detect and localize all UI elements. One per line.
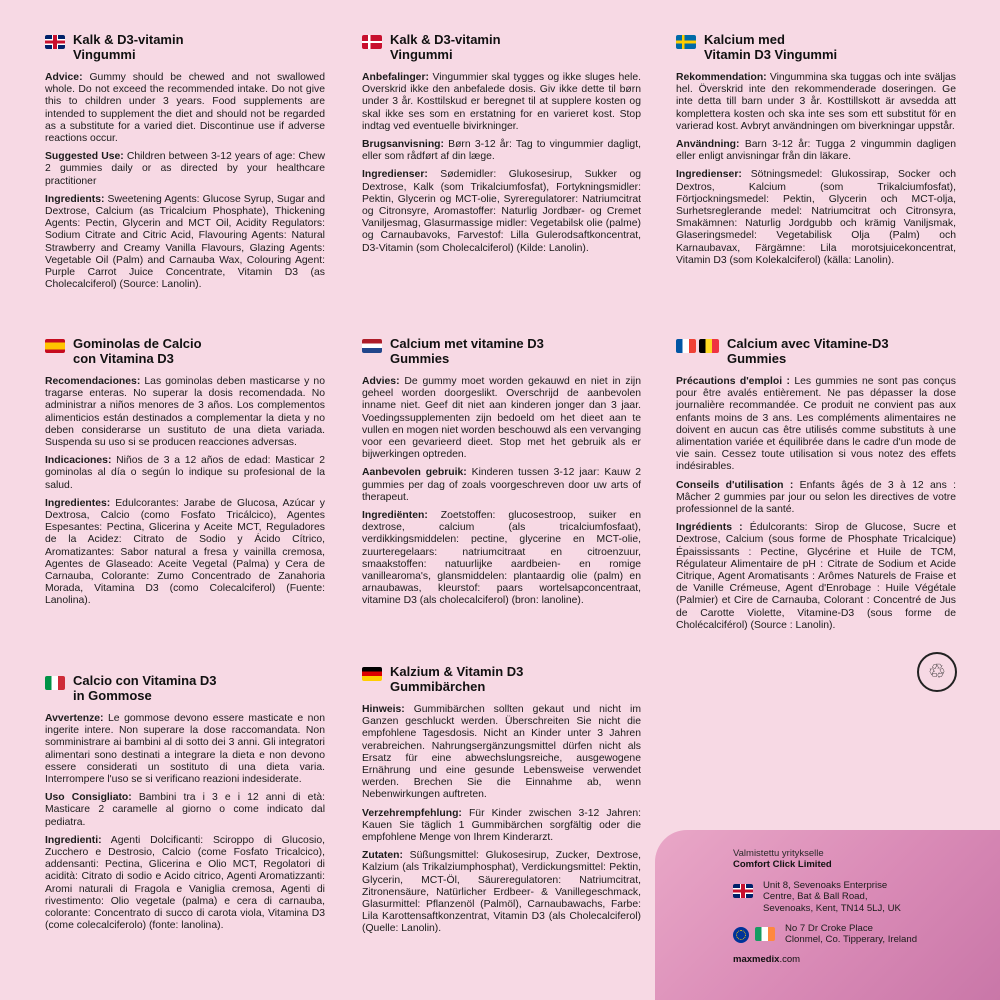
section-title: Kalzium & Vitamin D3 Gummibärchen	[390, 664, 524, 694]
section-en	[45, 32, 325, 297]
eu-flag-icon	[733, 927, 749, 943]
advice-paragraph: Recomendaciones: Las gominolas deben masticarse y no tragarse enteras. No superar la dosis recomendada. No administrar a niños menores de 3 años. Los complementos alimenticios están destinados a complementar la dieta y no deben considerarse un sustituto de una dieta variada. Suspenda su uso si se producen reacciones adversas.	[45, 376, 325, 449]
section-header	[45, 336, 325, 366]
advice-paragraph: Advies: De gummy moet worden gekauwd en niet in zijn geheel worden doorgeslikt. Overschrijd de aanbevolen inname niet. Geef dit niet aan kinderen jonger dan 3 jaar. Voedingssupplementen zijn bedoeld om het dieet aan te vullen en mogen niet worden beschouwd als een vervanging voor een gevarieerd dieet. Stop met het gebruik als er bijwerkingen optreden.	[362, 376, 641, 461]
section-es	[45, 336, 325, 614]
ingredients-paragraph: Ingrédients : Édulcorants: Sirop de Glucose, Sucre et Dextrose, Calcium (sous forme de Phosphate Tricalcique) Épaississants : Pectine, Glycérine et Huile de TCM, Régulateur Alimentaire de pH : Citrate de Sodium et Acide Citrique, Agent Aromatisants : Arômes Naturels de Fraise et de Vanille Crémeuse, Agent d'Enrobage : Huile Végétale (Palmier) et Cire de Carnauba, Colorant : Concentré de Jus de Carotte Violette, Vitamine-D3 (sous forme de Cholécalciférol) (Source : Lanolin).	[676, 522, 956, 631]
usage-paragraph: Användning: Barn 3-12 år: Tugga 2 vingummin dagligen eller enligt anvisningar från din läkare.	[676, 139, 956, 163]
advice-paragraph: Advice: Gummy should be chewed and not swallowed whole. Do not exceed the recommended intake. Do not give this to children under 3 years. Food supplements are intended to supplement the diet and should not be regarded as a substitute for a varied diet. Discontinue use if adverse reactions occur.	[45, 72, 325, 145]
ingredients-paragraph: Zutaten: Süßungsmittel: Glukosesirup, Zucker, Dextrose, Kalzium (als Trikalziumphosphat), Verdickungsmittel: Pektin, Glycerin, MCT-Öl, Säureregulatoren: Natriumcitrat, Zitronensäure, Natürlicher Erdbeer- & Vanillegeschmack, Glasurmittel: Pflanzenöl (Palmöl), Carnaubawachs, Farbe: Lila Karottensaftkonzentrat, Vitamin D3 (als Cholecalciferol) (Quelle: Lanolin).	[362, 850, 641, 935]
advice-paragraph: Avvertenze: Le gommose devono essere masticate e non ingerite intere. Non superare la dose raccomandata. Non somministrare ai bambini al di sotto dei 3 anni. Gli integratori alimentari sono destinati a integrare la dieta e non devono essere considerati un sostituto di una dieta varia. Interrompere l'uso se si verificano reazioni indesiderate.	[45, 713, 325, 786]
usage-paragraph: Aanbevolen gebruik: Kinderen tussen 3-12 jaar: Kauw 2 gummies per dag of zoals voorgeschreven door uw arts of therapeut.	[362, 467, 641, 503]
uk-address: Unit 8, Sevenoaks Enterprise Centre, Bat & Ball Road, Sevenoaks, Kent, TN14 5LJ, UK	[733, 880, 983, 914]
usage-paragraph: Uso Consigliato: Bambini tra i 3 e i 12 anni di età: Masticare 2 caramelle al giorno o come indicato dal pediatra.	[45, 792, 325, 828]
section-title: Calcium avec Vitamine-D3 Gummies	[727, 336, 889, 366]
usage-paragraph: Brugsanvisning: Børn 3-12 år: Tag to vingummier dagligt, eller som rådført af din læge.	[362, 139, 641, 163]
section-header	[45, 673, 325, 703]
section-title: Gominolas de Calcio con Vitamina D3	[73, 336, 202, 366]
advice-paragraph: Hinweis: Gummibärchen sollten gekaut und nicht im Ganzen geschluckt werden. Überschreiten Sie nicht die empfohlene Tagesdosis. Nicht an Kinder unter 3 Jahren verabreichen. Nahrungsergänzungsmittel dürfen nicht als Ersatz für eine abwechslungsreiche, ausgewogene Ernährung und eine gesunde Lebensweise verwendet werden. Brechen Sie die Einnahme ab, wenn Nebenwirkungen auftreten.	[362, 704, 641, 801]
advice-paragraph: Précautions d'emploi : Les gummies ne sont pas conçus pour être avalés entièrement. Ne pas dépasser la dose journalière recommandée. Ce produit ne convient pas aux enfants moins de 3 ans. Les compléments alimentaires ne doivent en aucun cas être utilisés comme substituts à une alimentation variée et équilibrée dans le cadre d'un mode de vie sain. Cessez toute utilisation si vous notez des effets indésirables.	[676, 376, 956, 473]
section-title: Calcio con Vitamina D3 in Gommose	[73, 673, 217, 703]
sweden-flag-icon	[676, 35, 696, 49]
ingredients-paragraph: Ingredienser: Sötningsmedel: Glukossirap, Socker och Dextros, Kalcium (som Trikalciumfosfat), Förtjockningsmedel: Pektin, Glycerin och MCT-olja, Surhetsreglerande medel: Natriumcitrat och Citronsyra, Smakämnen: Naturlig Jordgubb och krämig Vaniljsmak, Glaseringsmedel: Vegetabilisk Olja (Palm) och Karnaubavax, Färgämne: Lila morotsjuicekoncentrat, Vitamin D3 (som Kolekalciferol) (källa: Lanolin).	[676, 169, 956, 266]
ireland-flag-icon	[755, 927, 775, 941]
section-header	[676, 336, 956, 366]
uk-flag-icon	[733, 884, 753, 898]
advice-paragraph: Anbefalinger: Vingummier skal tygges og ikke sluges hele. Overskrid ikke den anbefalede dosis. Giv ikke dette til børn under 3 år. Kosttilskud er beregnet til at supplere kosten og skal ikke ses som en erstatning for en varieret kost. Stop indtag ved eventuelle bivirkninger.	[362, 72, 641, 132]
manufacturer-intro: Valmistettu yritykselle	[733, 848, 824, 859]
section-header	[676, 32, 956, 62]
section-dk	[362, 32, 641, 261]
section-fr	[676, 336, 956, 638]
section-title: Kalk & D3-vitamin Vingummi	[390, 32, 501, 62]
france-flag-icon	[676, 339, 696, 353]
denmark-flag-icon	[362, 35, 382, 49]
belgium-flag-icon	[699, 339, 719, 353]
ingredients-paragraph: Ingredients: Sweetening Agents: Glucose Syrup, Sugar and Dextrose, Calcium (as Tricalcium Phosphate), Thickening Agents: Pectin, Glycerin and MCT Oil, Acidity Regulators: Sodium Citrate and Citric Acid, Flavouring Agents: Natural Strawberry and Creamy Vanilla Flavours, Glazing Agents: Vegetable Oil (Palm) and Carnauba Wax, Colouring Agent: Purple Carrot Juice Concentrate, Vitamin D3 (as Cholecalciferol) (Source: Lanolin).	[45, 193, 325, 291]
section-de	[362, 664, 641, 942]
section-title: Calcium met vitamine D3 Gummies	[390, 336, 544, 366]
germany-flag-icon	[362, 667, 382, 681]
section-header	[362, 32, 641, 62]
usage-paragraph: Verzehrempfehlung: Für Kinder zwischen 3-12 Jahren: Kauen Sie täglich 1 Gummibärchen sorgfältig oder die empfohlene Menge von Ihrem Kinderarzt.	[362, 807, 641, 844]
italy-flag-icon	[45, 676, 65, 690]
usage-paragraph: Conseils d'utilisation : Enfants âgés de 3 à 12 ans : Mâcher 2 gummies par jour ou selon les directives de votre professionnel de la santé.	[676, 479, 956, 516]
section-header	[362, 664, 641, 694]
recycle-icon: ♲	[917, 652, 957, 692]
section-header	[362, 336, 641, 366]
section-se	[676, 32, 956, 273]
manufacturer-company: Comfort Click Limited	[733, 859, 832, 870]
spain-flag-icon	[45, 339, 65, 353]
section-title: Kalcium med Vitamin D3 Vingummi	[704, 32, 838, 62]
ingredients-paragraph: Ingrediënten: Zoetstoffen: glucosestroop, suiker en dextrose, calcium (als tricalciumfosfaat), verdikkingsmiddelen: pectine, glycerine en MCT-olie, zuurteregelaars: natriumcitraat en citroenzuur, smaakstoffen: natuurlijke aardbeien- en romige vanillearoma's, glansmiddelen: plantaardig olie (palm) en arnaubawas, kleurstof: paars wortelsapconcentraat, vitamine D3 (als cholecalciferol) (bron: lanoline).	[362, 510, 641, 607]
netherlands-flag-icon	[362, 339, 382, 353]
section-header	[45, 32, 325, 62]
eu-address: No 7 Dr Croke Place Clonmel, Co. Tipperary, Ireland	[733, 923, 983, 946]
section-title: Kalk & D3-vitamin Vingummi	[73, 32, 184, 62]
section-it	[45, 673, 325, 938]
section-nl	[362, 336, 641, 614]
advice-paragraph: Rekommendation: Vingummina ska tuggas och inte sväljas hel. Överskrid inte den rekommenderade doseringen. Ge inte detta till barn under 3 år. Kosttillskott är avsedda att komplettera kosten och ska inte ses som ett substitut för en varierad kost. Avbryt användningen om biverkningar uppstår.	[676, 72, 956, 132]
ingredients-paragraph: Ingredienti: Agenti Dolcificanti: Sciroppo di Glucosio, Zucchero e Destrosio, Calcio (come Fosfato Tricalcico), addensanti: Pectina, Glicerina e Olio MCT, Regolatori di acidità: Citrato di sodio e Acido citrico, Agenti Aromatizzanti: Aromi naturali di Fragola e Vaniglia cremosa, Agenti di rivestimento: Olio vegetale (palma) e cera di carnauba, colorante: Concentrato di succo di carota viola, Vitamina D3 (come colecalciferolo) (fonte: lanolina).	[45, 834, 325, 932]
usage-paragraph: Suggested Use: Children between 3-12 years of age: Chew 2 gummies daily or as directed by your healthcare practitioner	[45, 151, 325, 187]
ingredients-paragraph: Ingredienser: Sødemidler: Glukosesirup, Sukker og Dextrose, Kalk (som Trikalciumfosfat), Fortykningsmidler: Pektin, Glycerin og MCT-olie, Syreregulatorer: Natriumcitrat og Citronsyre, Aromastoffer: Naturlig Jordbær- og Cremet Vaniljesmag, Glasurmassige midler: Vegetabilsk olie (palme) og Carnaubavoks, Farvestof: Lilla Gulerodsaftkoncentrat, D3-Vitamin (som Cholecalciferol) (Kilde: Lanolin).	[362, 169, 641, 254]
usage-paragraph: Indicaciones: Niños de 3 a 12 años de edad: Masticar 2 gominolas al día o según lo indique su profesional de la salud.	[45, 455, 325, 491]
uk-flag-icon	[45, 35, 65, 49]
manufacturer-box	[655, 830, 1000, 1000]
website-link[interactable]: maxmedix.com	[733, 954, 801, 966]
ingredients-paragraph: Ingredientes: Edulcorantes: Jarabe de Glucosa, Azúcar y Dextrosa, Calcio (como Fosfato Tricálcico), Agentes Espesantes: Pectina, Glicerina y Aceite MCT, Reguladores de la Acidez: Citrato de Sodio y Ácido Cítrico, Aromatizantes: Sabor natural a fresa y vainilla cremosa, Agentes de Glaseado: Aceite Vegetal (Palma) y Cera de Carnauba, Colorante: Zumo Concentrado de Zanahoria Morada, Vitamina D3 (como Colecalciferol) (Fuente: Lanolina).	[45, 497, 325, 607]
